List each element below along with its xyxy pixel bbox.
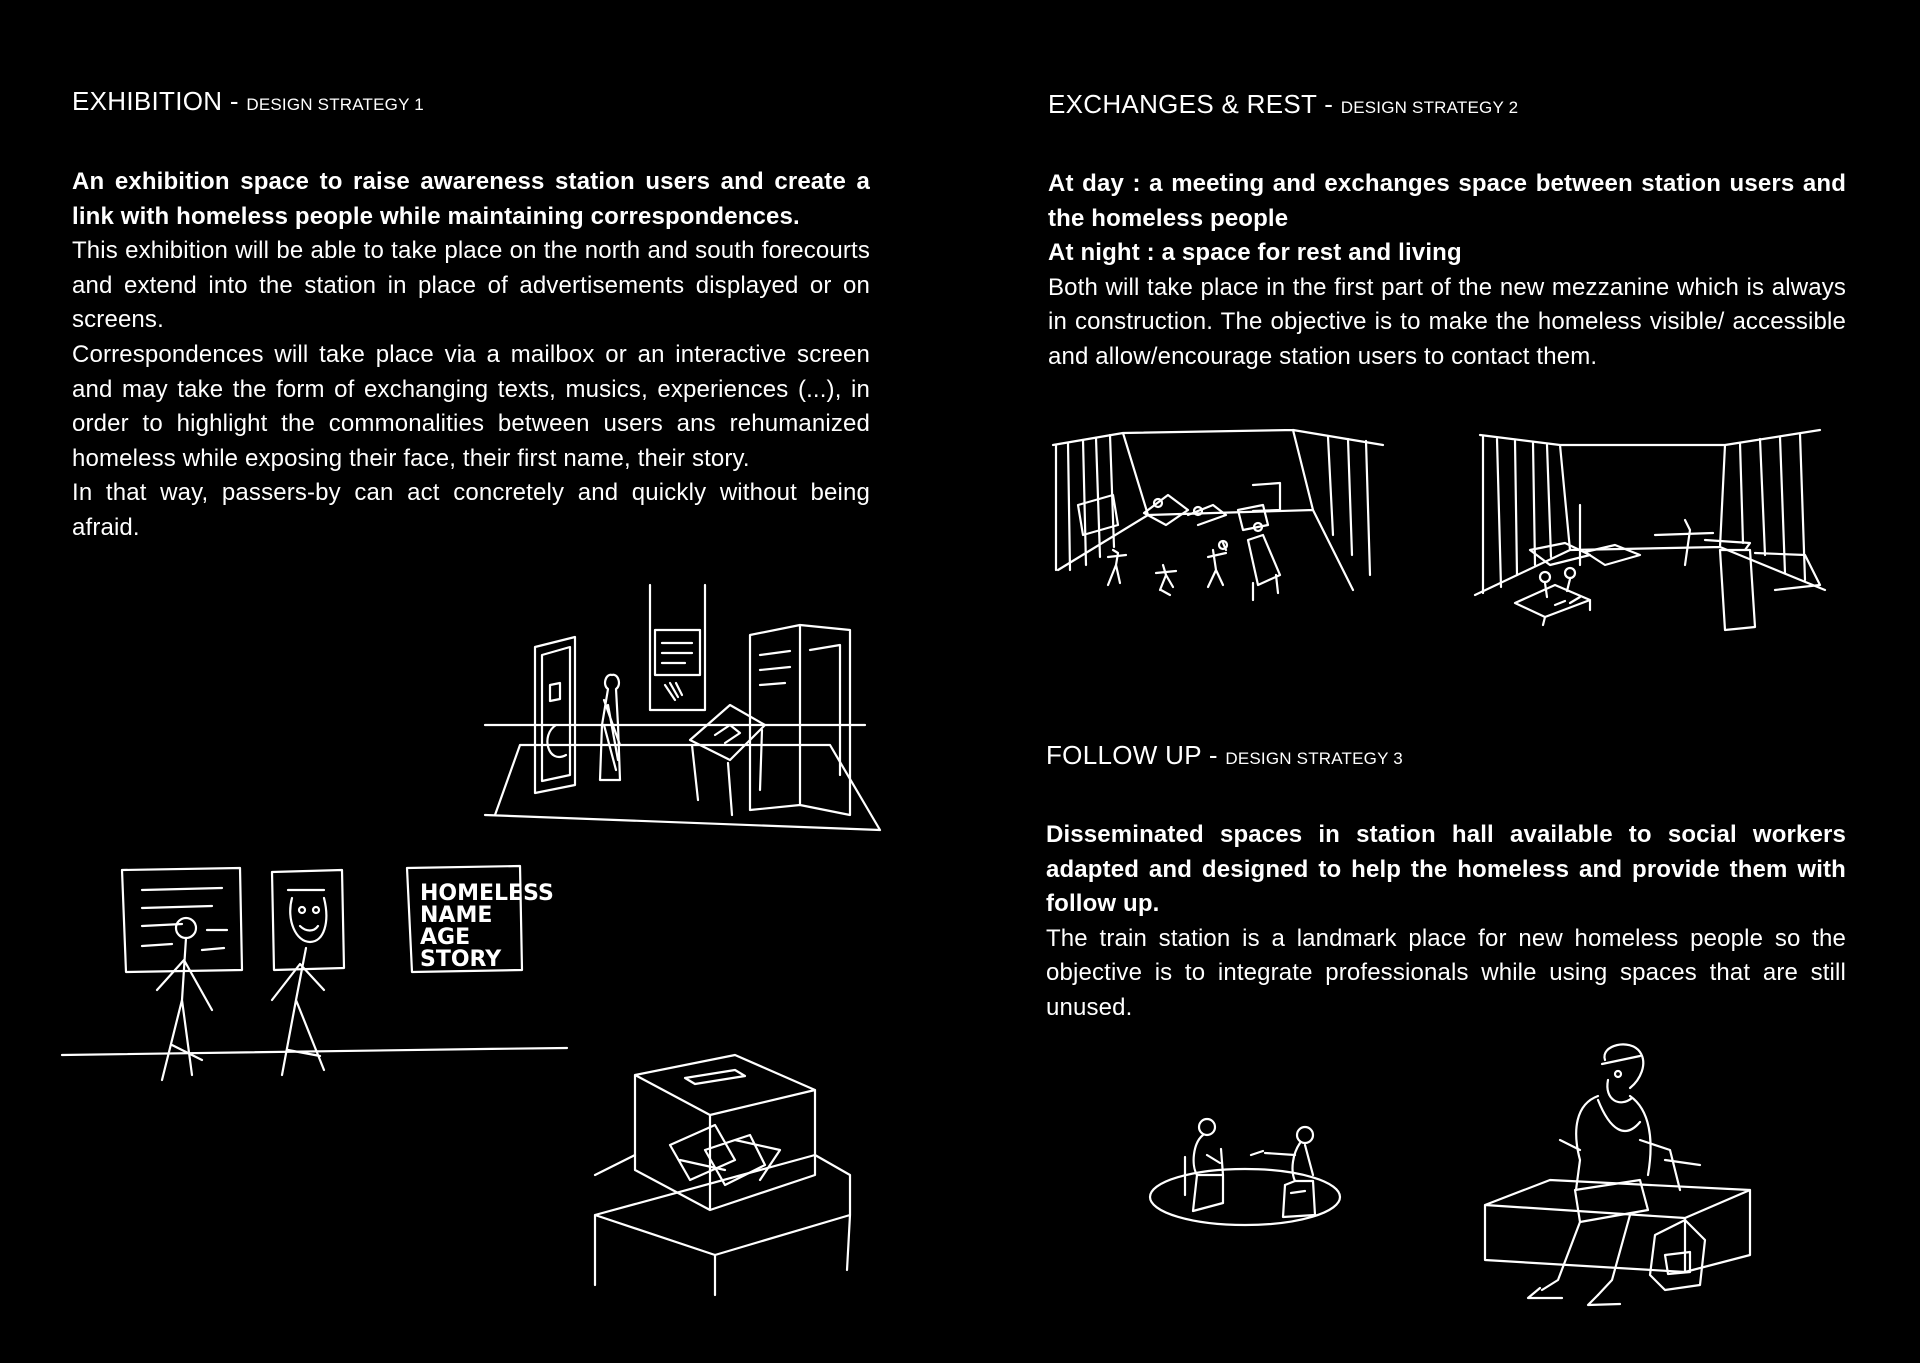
night-rest-sketch: [1475, 425, 1825, 635]
bench-person-sketch: [1480, 1040, 1760, 1310]
followup-title: [1046, 740, 1403, 771]
exhibition-paragraph-1: This exhibition will be able to take place on the north and south forecourts and extend into the station in place of advertisements displayed or on screens.: [72, 237, 870, 334]
followup-lead: Disseminated spaces in station hall available to social workers adapted and designed to help the homeless and provide them with follow up.: [1046, 821, 1846, 918]
counselling-sketch: [1145, 1115, 1355, 1230]
exchanges-text: [1048, 167, 1846, 375]
exhibition-title: [72, 86, 424, 117]
poster-line-4: STORY: [420, 947, 502, 972]
poster-line-3: AGE: [420, 925, 471, 950]
exhibition-text: [72, 165, 870, 546]
day-meeting-sketch: [1048, 425, 1388, 600]
exhibition-subtitle: DESIGN STRATEGY 1: [246, 95, 424, 114]
followup-title-main: FOLLOW UP -: [1046, 740, 1226, 770]
exchanges-lead-night: At night : a space for rest and living: [1048, 239, 1462, 267]
exchanges-paragraph: Both will take place in the first part of the new mezzanine which is always in construction. The objective is to make the homeless visible/ accessible and allow/encourage station users to contact them.: [1048, 273, 1846, 370]
exchanges-lead-day: At day : a meeting and exchanges space between station users and the homeless people: [1048, 170, 1846, 232]
exhibition-lead: An exhibition space to raise awareness station users and create a link with homeless people while maintaining correspondences.: [72, 168, 870, 230]
exchanges-subtitle: DESIGN STRATEGY 2: [1340, 98, 1519, 117]
exchanges-title: [1048, 89, 1518, 120]
exhibition-panels-sketch: [470, 575, 890, 835]
posters-sketch: [62, 860, 572, 1100]
followup-paragraph: The train station is a landmark place for new homeless people so the objective is to integrate professionals while using spaces that are still unused.: [1046, 924, 1846, 1021]
mailbox-sketch: [585, 1050, 855, 1300]
poster-line-2: NAME: [420, 903, 493, 928]
exchanges-title-main: EXCHANGES & REST -: [1048, 89, 1341, 119]
exhibition-paragraph-2: Correspondences will take place via a mailbox or an interactive screen and may take the form of exchanging texts, musics, experiences (...), in order to highlight the commonalities between users ans rehumanized homeless while exposing their face, their first name, their story.: [72, 340, 870, 472]
exhibition-title-main: EXHIBITION -: [72, 86, 247, 116]
followup-text: [1046, 818, 1846, 1026]
followup-subtitle: DESIGN STRATEGY 3: [1225, 749, 1403, 768]
exhibition-paragraph-3: In that way, passers-by can act concretely and quickly without being afraid.: [72, 479, 870, 541]
poster-line-1: HOMELESS: [420, 881, 554, 906]
